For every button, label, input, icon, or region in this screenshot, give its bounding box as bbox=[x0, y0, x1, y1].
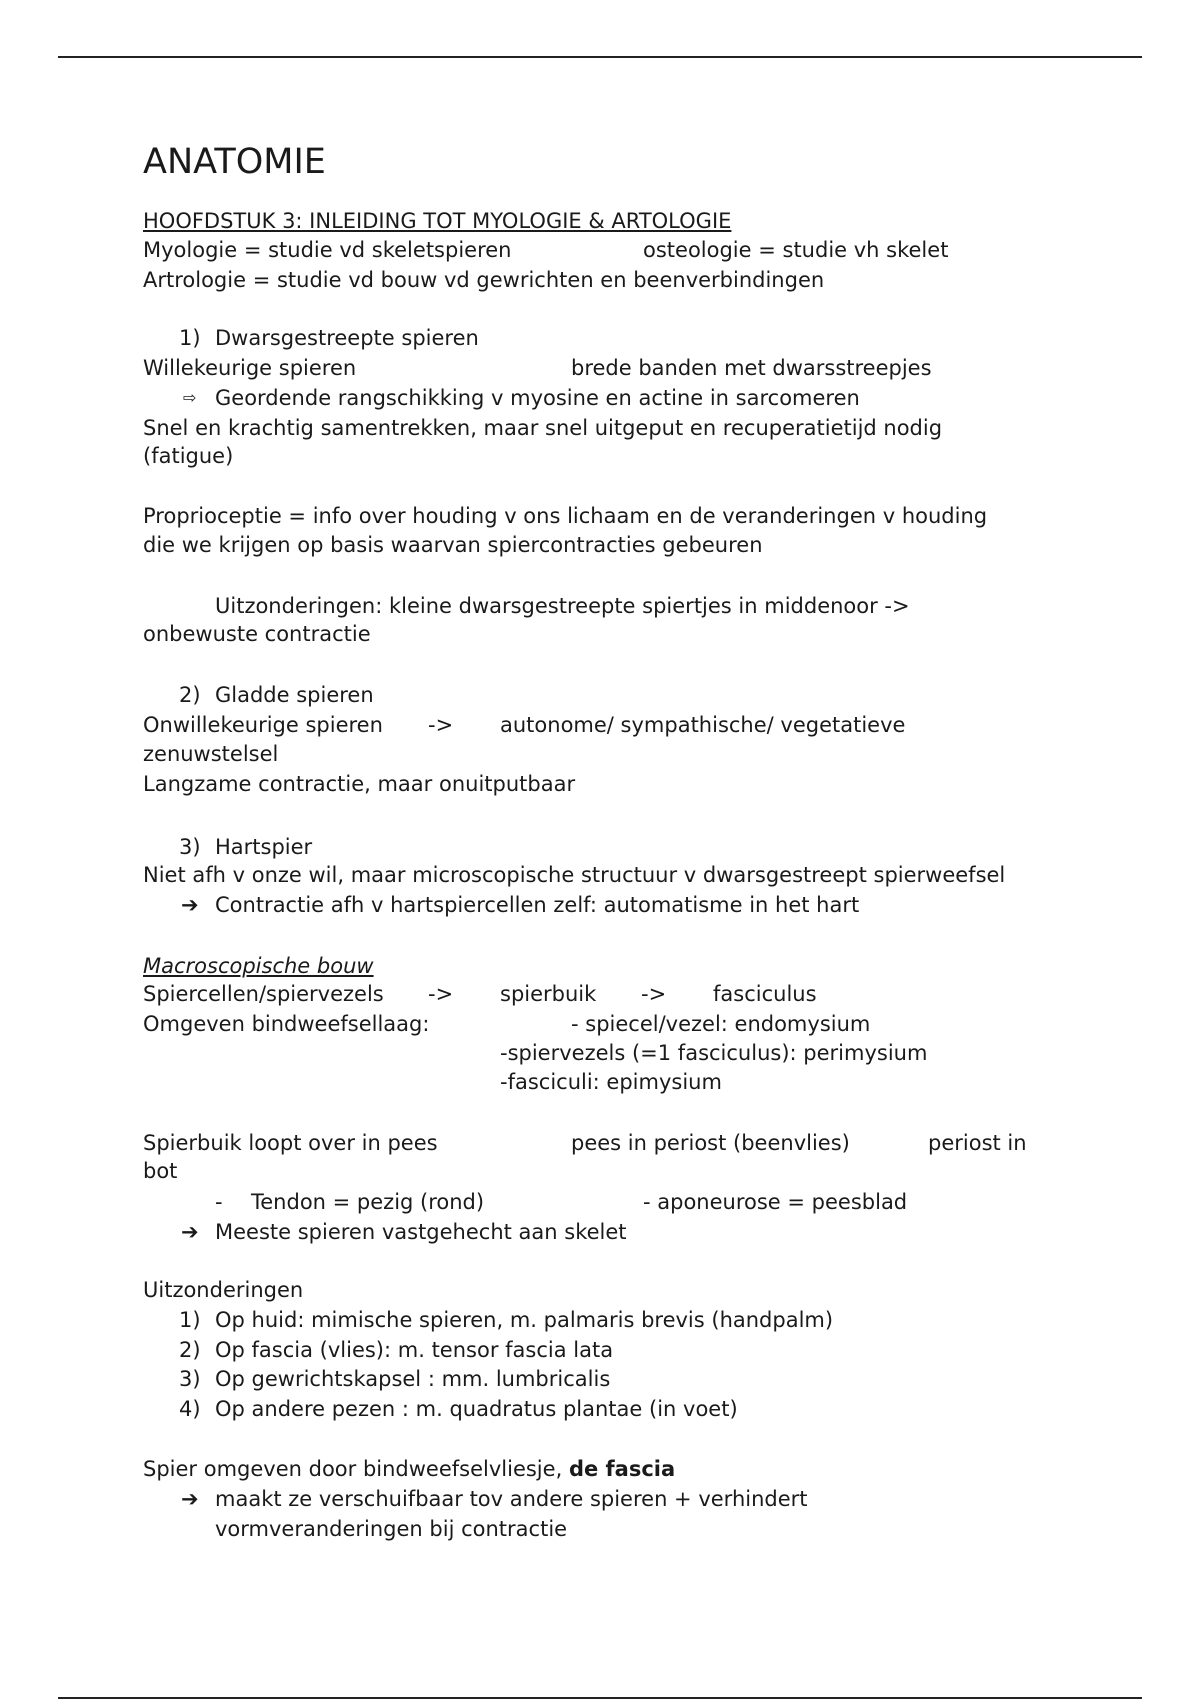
text-line: Langzame contractie, maar onuitputbaar bbox=[143, 772, 576, 796]
text-line: die we krijgen op basis waarvan spiercontracties gebeuren bbox=[143, 533, 763, 557]
arrow-icon: ➔ bbox=[181, 1487, 199, 1511]
text-line: -> bbox=[641, 982, 667, 1006]
list-number: 3) bbox=[179, 835, 201, 859]
list-number: 1) bbox=[179, 1308, 201, 1332]
text-line: Geordende rangschikking v myosine en actine in sarcomeren bbox=[215, 386, 860, 410]
text-line: Uitzonderingen: kleine dwarsgestreepte spiertjes in middenoor -> bbox=[215, 594, 910, 618]
artrologie-definition: Artrologie = studie vd bouw vd gewrichten en beenverbindingen bbox=[143, 268, 825, 292]
text-line: - spiecel/vezel: endomysium bbox=[571, 1012, 871, 1036]
text-line: autonome/ sympathische/ vegetatieve bbox=[500, 713, 906, 737]
list-item: Op fascia (vlies): m. tensor fascia lata bbox=[215, 1338, 614, 1362]
text-line: brede banden met dwarsstreepjes bbox=[571, 356, 932, 380]
text-line: onbewuste contractie bbox=[143, 622, 371, 646]
list-number: 3) bbox=[179, 1367, 201, 1391]
text-line: -> bbox=[428, 713, 454, 737]
myologie-definition: Myologie = studie vd skeletspieren bbox=[143, 238, 512, 262]
list-item: Op andere pezen : m. quadratus plantae (in voet) bbox=[215, 1397, 738, 1421]
arrow-icon: ➔ bbox=[181, 1220, 199, 1244]
osteologie-definition: osteologie = studie vh skelet bbox=[643, 238, 949, 262]
text-line: Spiercellen/spiervezels bbox=[143, 982, 384, 1006]
text-line: pees in periost (beenvlies) bbox=[571, 1131, 850, 1155]
text-line: Niet afh v onze wil, maar microscopische structuur v dwarsgestreept spierweefsel bbox=[143, 863, 1006, 887]
chapter-heading: HOOFDSTUK 3: INLEIDING TOT MYOLOGIE & ARTOLOGIE bbox=[143, 209, 732, 233]
list-number: 2) bbox=[179, 683, 201, 707]
text-line: Spierbuik loopt over in pees bbox=[143, 1131, 438, 1155]
text-line: -spiervezels (=1 fasciculus): perimysium bbox=[500, 1041, 928, 1065]
text-line: - bbox=[215, 1190, 223, 1214]
text-line: -fasciculi: epimysium bbox=[500, 1070, 722, 1094]
text-line: vormveranderingen bij contractie bbox=[215, 1517, 568, 1541]
list-item: Op gewrichtskapsel : mm. lumbricalis bbox=[215, 1367, 611, 1391]
text-line: Willekeurige spieren bbox=[143, 356, 357, 380]
text-line: spierbuik bbox=[500, 982, 597, 1006]
text-line: Onwillekeurige spieren bbox=[143, 713, 383, 737]
text-line: Omgeven bindweefsellaag: bbox=[143, 1012, 430, 1036]
page-title: ANATOMIE bbox=[143, 142, 326, 182]
text-line: Meeste spieren vastgehecht aan skelet bbox=[215, 1220, 627, 1244]
text-line: Proprioceptie = info over houding v ons lichaam en de veranderingen v houding bbox=[143, 504, 988, 528]
text-line: zenuwstelsel bbox=[143, 742, 279, 766]
arrow-icon: ➔ bbox=[181, 893, 199, 917]
text-line: Spier omgeven door bindweefselvliesje, bbox=[143, 1457, 563, 1481]
text-line: fasciculus bbox=[713, 982, 817, 1006]
text-line: periost in bbox=[928, 1131, 1027, 1155]
section-heading-dwarsgestreept: Dwarsgestreepte spieren bbox=[215, 326, 479, 350]
section-heading-hart: Hartspier bbox=[215, 835, 313, 859]
text-line: bot bbox=[143, 1159, 178, 1183]
list-number: 1) bbox=[179, 326, 201, 350]
text-line: maakt ze verschuifbaar tov andere spieren + verhindert bbox=[215, 1487, 808, 1511]
section-heading-macro: Macroscopische bouw bbox=[143, 954, 374, 978]
arrow-icon: ⇨ bbox=[183, 388, 197, 407]
text-line: - aponeurose = peesblad bbox=[643, 1190, 908, 1214]
footer-rule bbox=[58, 1697, 1142, 1699]
list-number: 2) bbox=[179, 1338, 201, 1362]
section-heading-exceptions: Uitzonderingen bbox=[143, 1278, 304, 1302]
list-item: Op huid: mimische spieren, m. palmaris brevis (handpalm) bbox=[215, 1308, 834, 1332]
list-number: 4) bbox=[179, 1397, 201, 1421]
text-line: -> bbox=[428, 982, 454, 1006]
section-heading-glad: Gladde spieren bbox=[215, 683, 374, 707]
bold-term: de fascia bbox=[568, 1457, 676, 1481]
fascia-line bbox=[143, 1455, 675, 1483]
text-line: (fatigue) bbox=[143, 444, 234, 468]
text-line: Tendon = pezig (rond) bbox=[251, 1190, 485, 1214]
header-rule bbox=[58, 56, 1142, 58]
text-line: Snel en krachtig samentrekken, maar snel uitgeput en recuperatietijd nodig bbox=[143, 416, 943, 440]
text-line: Contractie afh v hartspiercellen zelf: automatisme in het hart bbox=[215, 893, 860, 917]
